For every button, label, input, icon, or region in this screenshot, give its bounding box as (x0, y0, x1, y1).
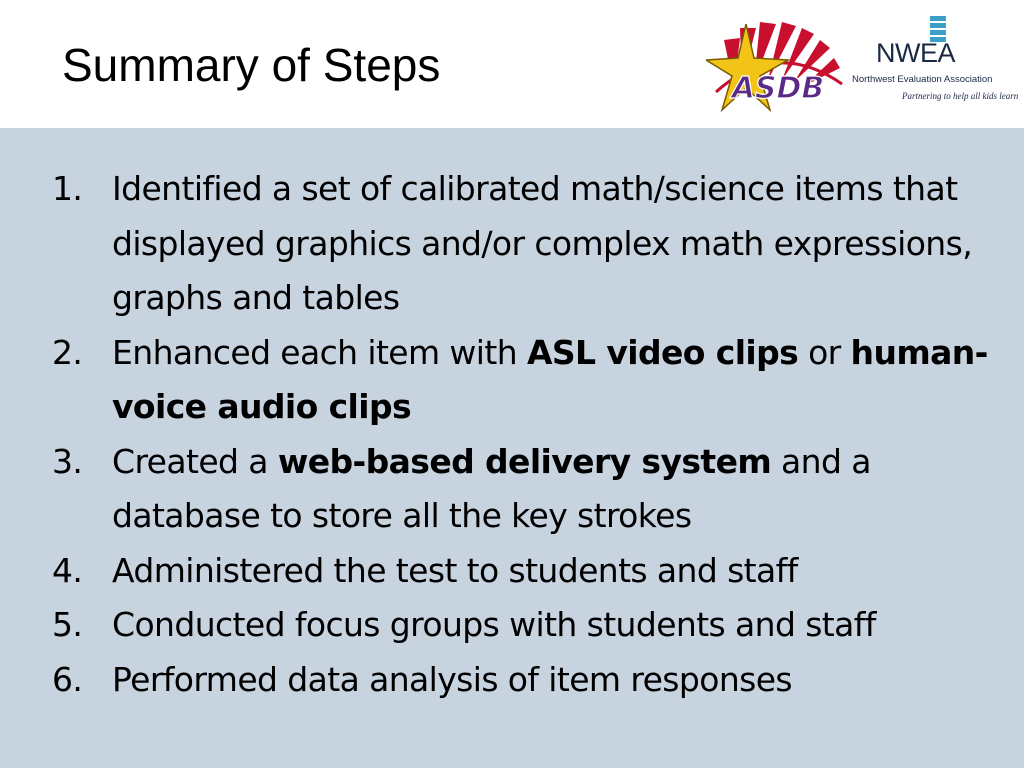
step-text: Created a (112, 441, 278, 481)
step-number: 2. (52, 332, 83, 372)
step-item (52, 598, 1012, 653)
step-text: and a database to store all the key strokes (112, 441, 871, 535)
step-number: 3. (52, 441, 83, 481)
step-number: 6. (52, 659, 83, 699)
step-bold-text: human-voice audio clips (112, 332, 988, 426)
nwea-tagline: Partnering to help all kids learn (902, 91, 1019, 101)
step-text: Identified a set of calibrated math/science items that displayed graphics and/or complex math expressions, graphs and tables (112, 169, 973, 317)
steps-list (52, 162, 1012, 707)
step-item (52, 653, 1012, 708)
step-text: or (798, 332, 851, 372)
nwea-name: NWEA (876, 38, 955, 68)
step-text: Enhanced each item with (112, 332, 527, 372)
step-number: 1. (52, 169, 83, 208)
step-text: Administered the test to students and staff (112, 550, 798, 590)
slide-title: Summary of Steps (62, 39, 441, 91)
step-item (52, 544, 1012, 599)
step-number: 5. (52, 605, 83, 644)
step-number: 4. (52, 550, 83, 590)
step-bold-text: web-based delivery system (277, 441, 772, 481)
step-text: Performed data analysis of item responses (112, 659, 793, 699)
slide-header (0, 0, 1024, 128)
slide-body (0, 128, 1024, 768)
nwea-subtitle: Northwest Evaluation Association (852, 74, 993, 85)
step-text: Conducted focus groups with students and staff (112, 605, 876, 644)
asdb-logo-text: ASDB (731, 71, 825, 106)
step-item (52, 435, 1012, 544)
step-item (52, 326, 1012, 435)
step-bold-text: ASL video clips (526, 332, 799, 372)
asdb-logo (706, 18, 848, 122)
step-item (52, 162, 1012, 326)
nwea-logo (850, 14, 1020, 114)
